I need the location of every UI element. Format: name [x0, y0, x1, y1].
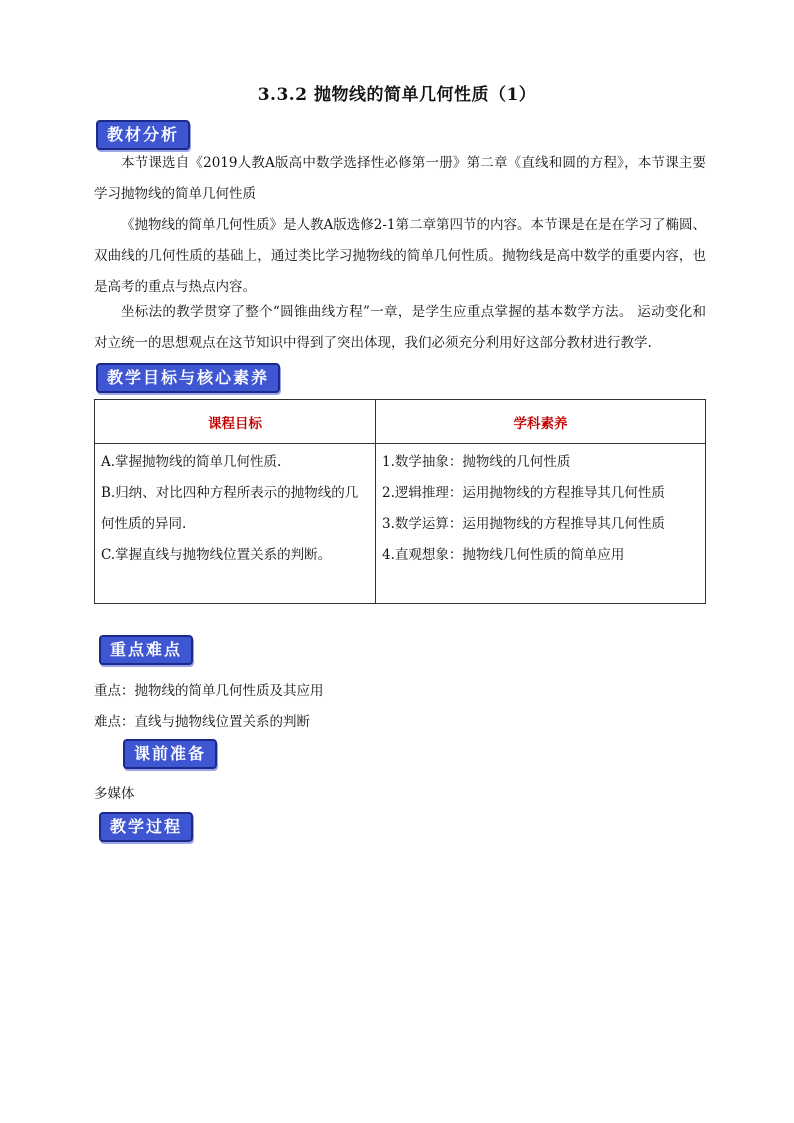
section-badge-process: 教学过程: [99, 812, 193, 842]
key-point-focus: 重点：抛物线的简单几何性质及其应用: [94, 683, 324, 699]
document-title: 3.3.2 抛物线的简单几何性质（1）: [257, 85, 537, 105]
materials-paragraph-1: 本节课选自《2019人教A版高中数学选择性必修第一册》第二章《直线和圆的方程》，本节课主要学习抛物线的简单几何性质: [94, 155, 706, 202]
goals-header-course: 课程目标: [95, 400, 376, 444]
literacy-item: 1.数学抽象：抛物线的几何性质: [382, 454, 571, 470]
literacy-item: 3.数学运算：运用抛物线的方程推导其几何性质: [382, 516, 665, 532]
course-goal-item: B.归纳、对比四种方程所表示的抛物线的几何性质的异同.: [101, 485, 359, 532]
materials-paragraph-2: 《抛物线的简单几何性质》是人教A版选修2-1第二章第四节的内容。本节课是在是在学习了椭圆、双曲线的几何性质的基础上，通过类比学习抛物线的简单几何性质。抛物线是高中数学的重要内容，也是高考的重点与热点内容。: [94, 217, 706, 295]
key-point-difficulty: 难点：直线与抛物线位置关系的判断: [94, 714, 310, 730]
course-goal-item: A.掌握抛物线的简单几何性质.: [101, 454, 282, 470]
goals-table: [94, 399, 706, 604]
section-badge-key-points: 重点难点: [99, 635, 193, 665]
section-badge-goals: 教学目标与核心素养: [96, 363, 280, 393]
goals-table-header-row: [95, 400, 706, 444]
goals-table-body-row: [95, 444, 706, 604]
course-goal-item: C.掌握直线与抛物线位置关系的判断。: [101, 547, 332, 563]
course-goals-cell: [95, 444, 376, 604]
literacy-item: 4.直观想象：抛物线几何性质的简单应用: [382, 547, 625, 563]
literacy-cell: [376, 444, 706, 604]
preparation-text: 多媒体: [94, 786, 135, 802]
section-badge-preparation: 课前准备: [123, 739, 217, 769]
literacy-item: 2.逻辑推理：运用抛物线的方程推导其几何性质: [382, 485, 665, 501]
section-badge-materials: 教材分析: [96, 120, 190, 150]
goals-header-literacy: 学科素养: [376, 400, 706, 444]
materials-paragraph-3: 坐标法的教学贯穿了整个“圆锥曲线方程”一章，是学生应重点掌握的基本数学方法。 运动变化和对立统一的思想观点在这节知识中得到了突出体现，我们必须充分利用好这部分教材进行教学.: [94, 304, 706, 351]
